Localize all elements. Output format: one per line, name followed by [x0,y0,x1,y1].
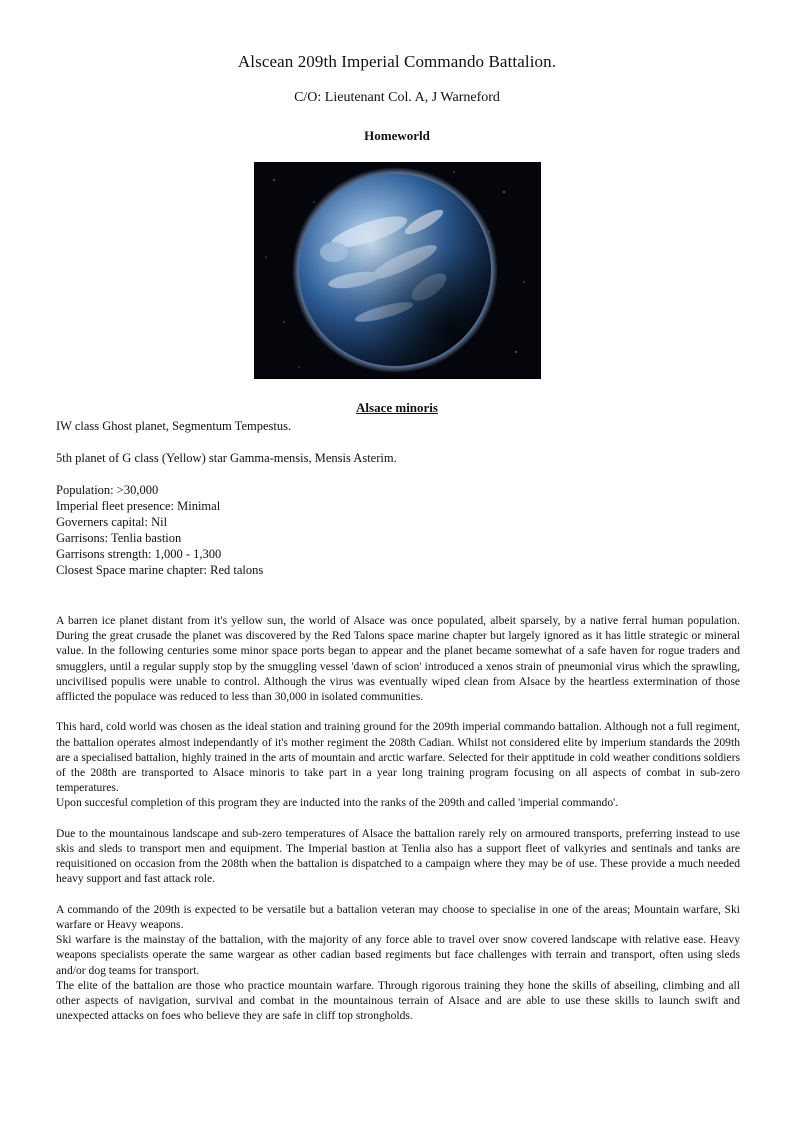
planet-name: Alsace minoris [356,400,438,415]
planet-image [254,162,541,379]
paragraph-transport: Due to the mountainous landscape and sub-zero temperatures of Alsace the battalion rarely rely on armoured transports, preferring instead to use skis and sleds to transport men and equipment. The Imperial bastion at Tenlia also has a support fleet of valkyries and sentinals and tanks are requisitioned on occasion from the 208th when the battalion is dispatched to a campaign where they may be of use. These provide a much needed heavy support and fast attack role. [56,826,740,886]
fact-spacer [56,466,746,482]
document-title: Alscean 209th Imperial Commando Battalion. [237,52,557,71]
fact-class: IW class Ghost planet, Segmentum Tempestus. [56,419,292,433]
paragraph-training [56,719,740,810]
paragraph-specialisms-intro: A commando of the 209th is expected to be versatile but a battalion veteran may choose to specialise in one of the areas; Mountain warfare, Ski warfare or Heavy weapons. [56,902,740,932]
fact-fleet: Imperial fleet presence: Minimal [56,499,221,513]
body-text [56,613,740,1039]
paragraph-ski-warfare: Ski warfare is the mainstay of the battalion, with the majority of any force able to travel over snow covered landscape with relative ease. Heavy weapons specialists operate the same wargear as other cadian based regiments but face challenges with terrain and transport, often using sleds and/or dog teams for transport. [56,933,740,977]
paragraph-training-main: This hard, cold world was chosen as the ideal station and training ground for the 209th imperial commando battalion. Although not a full regiment, the battalion operates almost independantly of it's mother regiment the 208th Cadian. Whilst not considered elite by imperium standards the 209th are a specialised battalion, highly trained in the arts of mountain and arctic warfare. Selected for their apptitude in cold weather conditions soldiers of the 208th are transported to Alsace minoris to take part in a year long training program focusing on all aspects of combat in sub-zero temperatures. [56,720,740,795]
fact-spacer [56,434,746,450]
paragraph-specialisms [56,902,740,1024]
paragraph-training-end: Upon succesful completion of this program they are inducted into the ranks of the 209th and called 'imperial commando'. [56,796,619,810]
planet-facts [56,418,746,578]
fact-chapter: Closest Space marine chapter: Red talons [56,563,264,577]
fact-garrison-strength: Garrisons strength: 1,000 - 1,300 [56,547,222,561]
section-heading: Homeworld [364,128,430,143]
paragraph-history: A barren ice planet distant from it's yellow sun, the world of Alsace was once populated, albeit sparsely, by a native ferral human population. During the great crusade the planet was discovered by the Red Talons space marine chapter but largely ignored as it has little strategic or mineral value. In the following centuries some minor space ports began to appear and the planet became somewhat of a safe haven for rogue traders and smugglers, until a regular supply stop by the smuggling vessel 'dawn of scion' introduced a xenos strain of pneumonial virus which the sprawling, uncivilised populis were unable to control. Although the virus was eventually wiped clean from Alsace by the heartless extermination of those afflicted the populace was reduced to less than 30,000 in isolated communities. [56,614,740,704]
fact-capital: Governers capital: Nil [56,515,168,529]
fact-star: 5th planet of G class (Yellow) star Gamma-mensis, Mensis Asterim. [56,451,397,465]
fact-population: Population: >30,000 [56,483,159,497]
paragraph-mountain-warfare: The elite of the battalion are those who practice mountain warfare. Through rigorous training they hone the skills of abseiling, climbing and all other aspects of navigation, survival and combat in the mountainous terrain of Alsace and are able to use these skills to launch swift and unexpected attacks on foes who believe they are safe in cliff top strongholds. [56,978,740,1023]
fact-garrisons: Garrisons: Tenlia bastion [56,531,182,545]
commanding-officer: C/O: Lieutenant Col. A, J Warneford [294,90,500,105]
planet-icon [254,162,541,379]
